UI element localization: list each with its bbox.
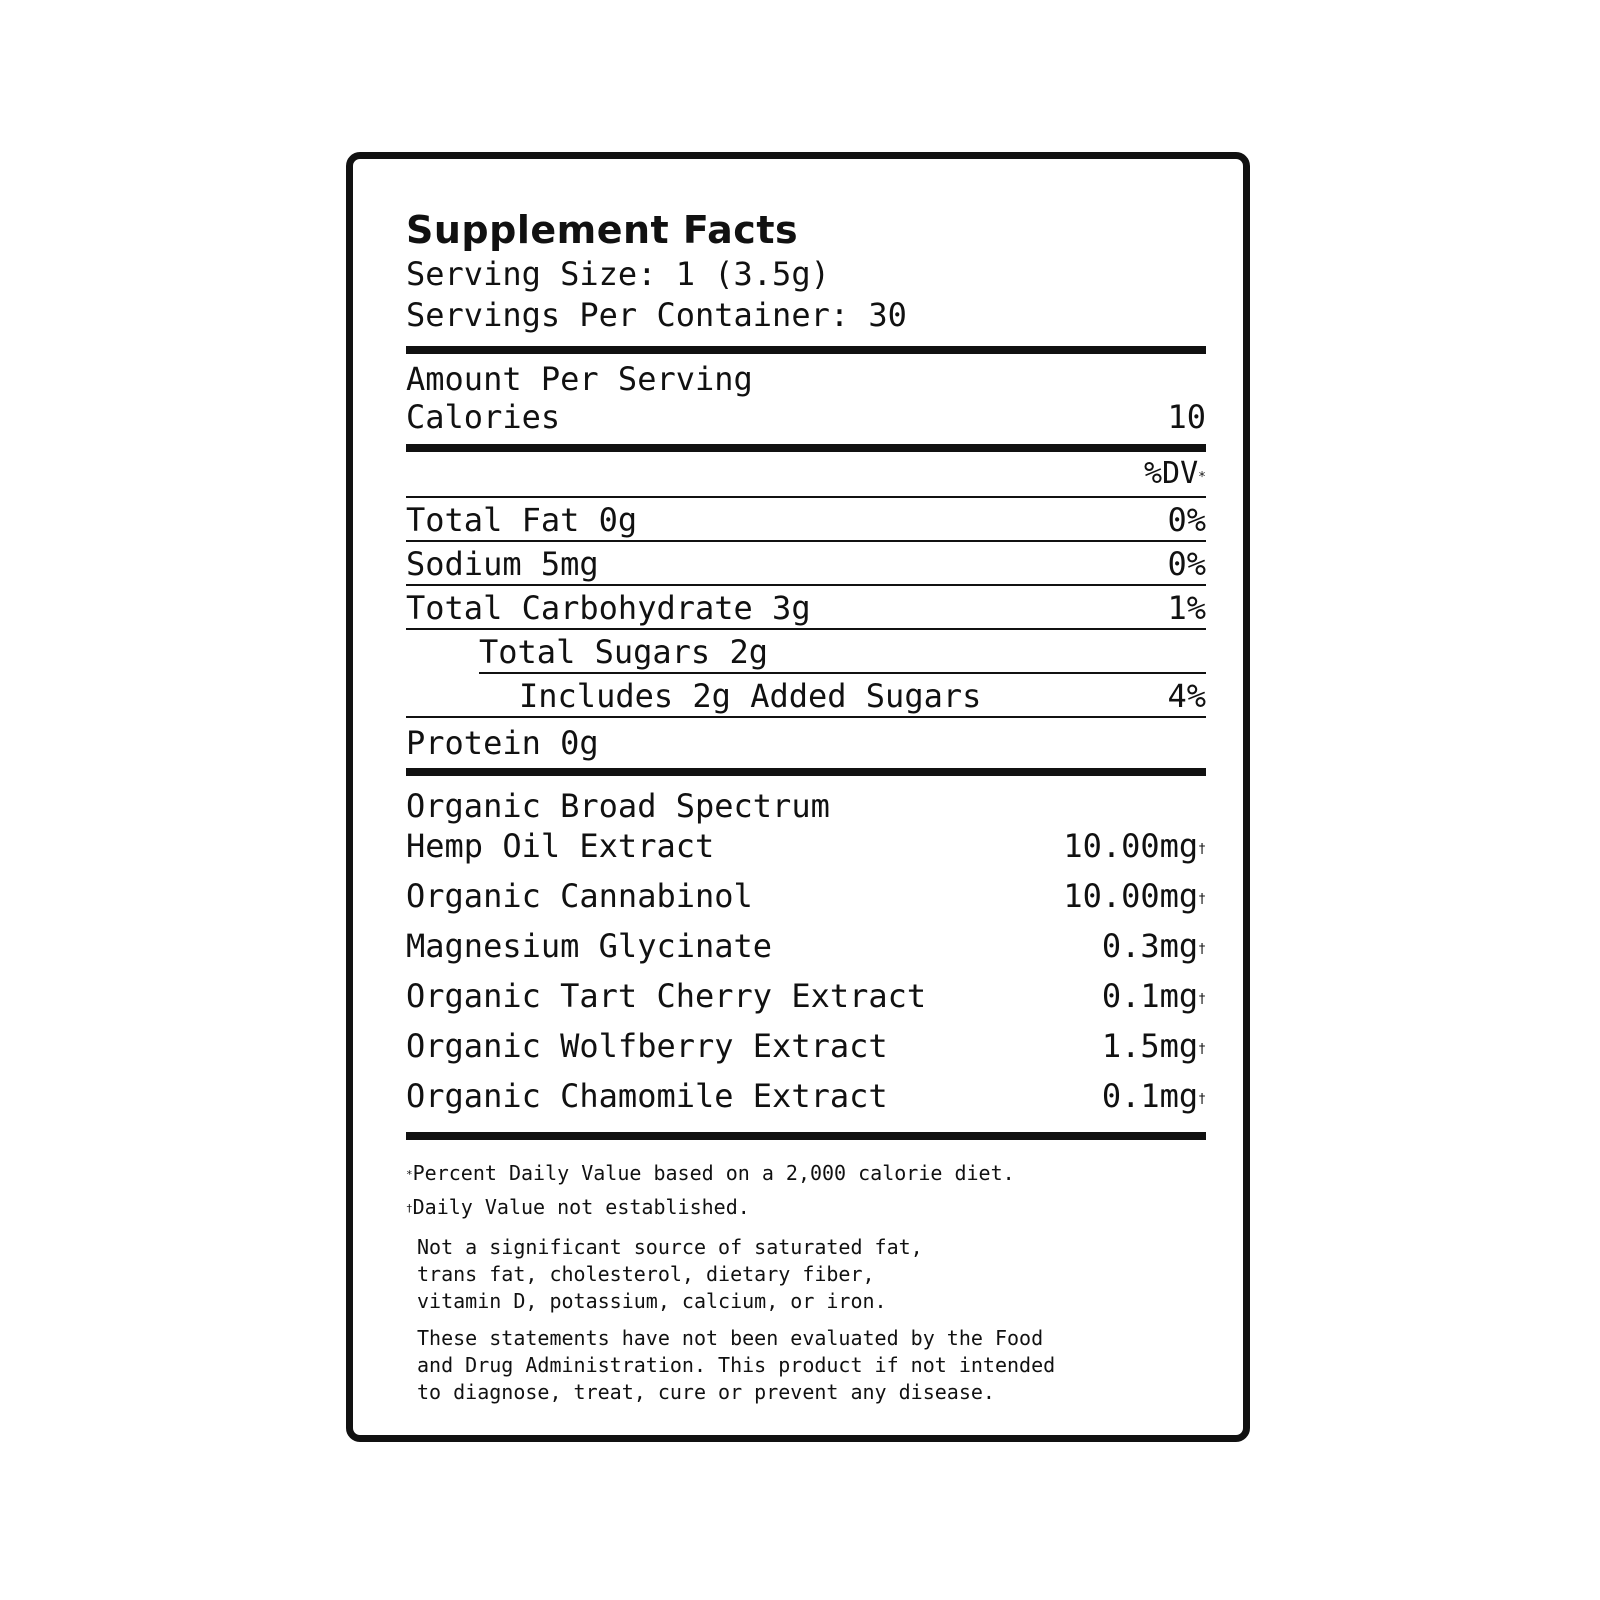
ingredient-amount: 1.5mg† [1101,1027,1206,1065]
nutrient-name: Total Fat 0g [406,501,638,539]
nutrient-row [406,498,1206,542]
panel-content [406,206,1206,1406]
panel-title: Supplement Facts [406,208,799,252]
ingredient-name: Organic Chamomile Extract [406,1077,888,1115]
dagger-mark: † [1198,992,1206,1007]
dv-header-label: %DV [1143,456,1199,491]
divider-thick [406,346,1206,354]
nutrient-dv: 4% [1167,677,1206,715]
nutrient-row [479,630,1206,674]
nutrient-row [406,718,1206,766]
dv-asterisk: * [1198,470,1206,485]
nutrient-name: Sodium 5mg [406,545,599,583]
dagger-mark: † [1198,892,1206,907]
nutrient-row [406,674,1206,718]
amount-per-serving: Amount Per Serving [406,360,753,398]
ingredient-row [406,976,1206,1016]
nutrient-name: Total Carbohydrate 3g [406,589,811,627]
nutrient-dv: 1% [1167,589,1206,627]
dagger-mark: † [1198,942,1206,957]
nutrient-dv: 0% [1167,501,1206,539]
nutrient-row [406,586,1206,630]
divider-thick [406,1132,1206,1140]
ingredient-row [406,1026,1206,1066]
ingredient-row [406,1076,1206,1116]
divider-thick [406,444,1206,452]
nutrient-name: Total Sugars 2g [479,633,768,671]
footnote-dv-not-established: †Daily Value not established. [406,1195,750,1219]
ingredient-amount: 0.3mg† [1101,927,1206,965]
dagger-mark: † [1198,1092,1206,1107]
divider-thick [406,768,1206,776]
dv-header [406,452,1206,498]
ingredient-amount: 10.00mg† [1063,877,1206,915]
calories-value: 10 [1167,398,1206,436]
ingredient-name: Organic Broad Spectrum Hemp Oil Extract [406,787,830,865]
serving-size: Serving Size: 1 (3.5g) [406,255,830,293]
calories-label: Calories [406,398,561,436]
not-significant-source-note: Not a significant source of saturated fat, trans fat, cholesterol, dietary fiber, vitamin D, potassium, calcium, or iron. [417,1235,923,1313]
nutrient-row [406,542,1206,586]
servings-per-container: Servings Per Container: 30 [406,296,907,334]
footnote-percent-dv: *Percent Daily Value based on a 2,000 calorie diet. [406,1161,1015,1185]
fda-disclaimer: These statements have not been evaluated by the Food and Drug Administration. This product if not intended to diagnose, treat, cure or prevent any disease. [417,1326,1056,1404]
nutrient-name: Includes 2g Added Sugars [519,677,982,715]
ingredient-name: Organic Wolfberry Extract [406,1027,888,1065]
dagger-mark: † [1198,1042,1206,1057]
ingredient-amount: 0.1mg† [1101,977,1206,1015]
calories-row [406,398,1206,440]
supplement-facts-panel [346,152,1250,1442]
ingredient-name: Magnesium Glycinate [406,927,773,965]
ingredient-row [406,876,1206,916]
ingredient-amount: 10.00mg† [1063,827,1206,865]
ingredient-row [406,926,1206,966]
nutrient-name: Protein 0g [406,724,599,762]
ingredient-row [406,786,1206,866]
ingredient-amount: 0.1mg† [1101,1077,1206,1115]
ingredient-name: Organic Cannabinol [406,877,753,915]
nutrient-dv: 0% [1167,545,1206,583]
ingredient-name: Organic Tart Cherry Extract [406,977,927,1015]
dagger-mark: † [1198,842,1206,857]
